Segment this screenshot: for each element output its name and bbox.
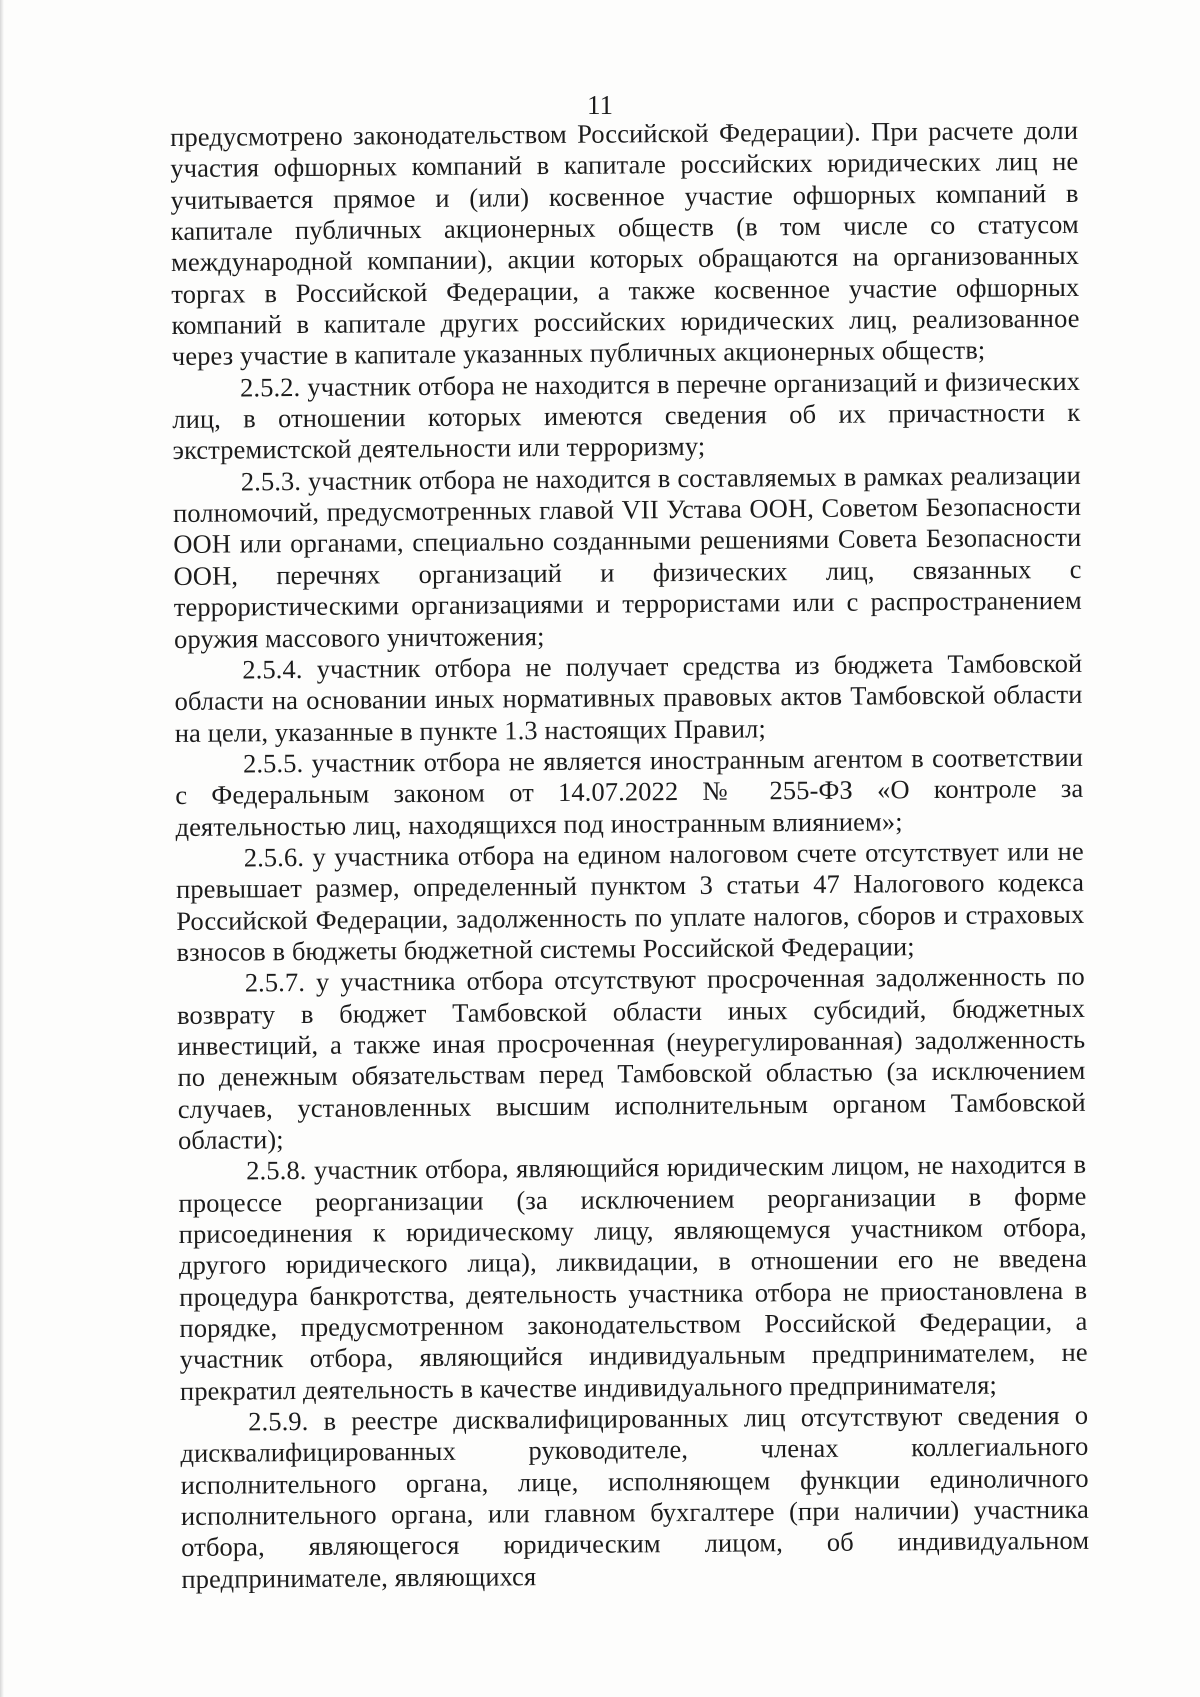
paragraph-2-5-8: 2.5.8. участник отбора, являющийся юридическим лицом, не находится в процессе реорганизации (за исключением реорганизации в форме присоединения к юридическому лицу, являющемуся участником отбора, другого юридического лица), ликвидации, в отношении его не введена процедура банкротства, деятельность участника отбора не приостановлена в порядке, предусмотренном законодательством Российской Федерации, а участник отбора, являющийся индивидуальным предпринимателем, не прекратил деятельность в качестве индивидуального предпринимателя; bbox=[178, 1149, 1088, 1406]
paragraph-2-5-9: 2.5.9. в реестре дисквалифицированных лиц отсутствуют сведения о дисквалифицированных руководителе, членах коллегиального исполнительного органа, лице, исполняющем функции единоличного исполнительного органа, или главном бухгалтере (при наличии) участника отбора, являющегося юридическим лицом, об индивидуальном предпринимателе, являющихся bbox=[180, 1399, 1090, 1594]
paragraph-2-5-4: 2.5.4. участник отбора не получает средства из бюджета Тамбовской области на основании иных нормативных правовых актов Тамбовской области на цели, указанные в пункте 1.3 настоящих Правил; bbox=[174, 647, 1083, 748]
paragraph-continuation: предусмотрено законодательством Российской Федерации). При расчете доли участия офшорных компаний в капитале российских юридических лиц не учитывается прямое и (или) косвенное участие офшорных компаний в капитале публичных акционерных обществ (в том числе со статусом международной компании), акции которых обращаются на организованных торгах в Российской Федерации, а также косвенное участие офшорных компаний в капитале других российских юридических лиц, реализованное через участие в капитале указанных публичных акционерных обществ; bbox=[170, 114, 1080, 372]
paragraph-2-5-5: 2.5.5. участник отбора не является иностранным агентом в соответствии с Федеральным законом от 14.07.2022 № 255-ФЗ «О контроле за деятельностью лиц, находящихся под иностранным влиянием»; bbox=[175, 741, 1084, 842]
paragraph-2-5-7: 2.5.7. у участника отбора отсутствуют просроченная задолженность по возврату в бюджет Тамбовской области иных субсидий, бюджетных инвестиций, а также иная просроченная (неурегулированная) задолженность по денежным обязательствам перед Тамбовской областью (за исключением случаев, установленных высшим исполнительным органом Тамбовской области); bbox=[176, 961, 1086, 1155]
document-body bbox=[170, 115, 1090, 1595]
paragraph-2-5-3: 2.5.3. участник отбора не находится в составляемых в рамках реализации полномочий, предусмотренных главой VII Устава ООН, Советом Безопасности ООН или органами, специально созданными решениями Совета Безопасности ООН, перечнях организаций и физических лиц, связанных с террористическими организациями и террористами или с распространением оружия массового уничтожения; bbox=[172, 459, 1082, 654]
page-number: 11 bbox=[587, 90, 613, 120]
paragraph-2-5-2: 2.5.2. участник отбора не находится в перечне организаций и физических лиц, в отношении которых имеются сведения об их причастности к экстремистской деятельности или терроризму; bbox=[172, 365, 1081, 466]
scan-edge-shadow bbox=[0, 0, 4, 1697]
paragraph-2-5-6: 2.5.6. у участника отбора на едином налоговом счете отсутствует или не превышает размер, определенный пунктом 3 статьи 47 Налогового кодекса Российской Федерации, задолженность по уплате налогов, сборов и страховых взносов в бюджеты бюджетной системы Российской Федерации; bbox=[175, 835, 1085, 967]
